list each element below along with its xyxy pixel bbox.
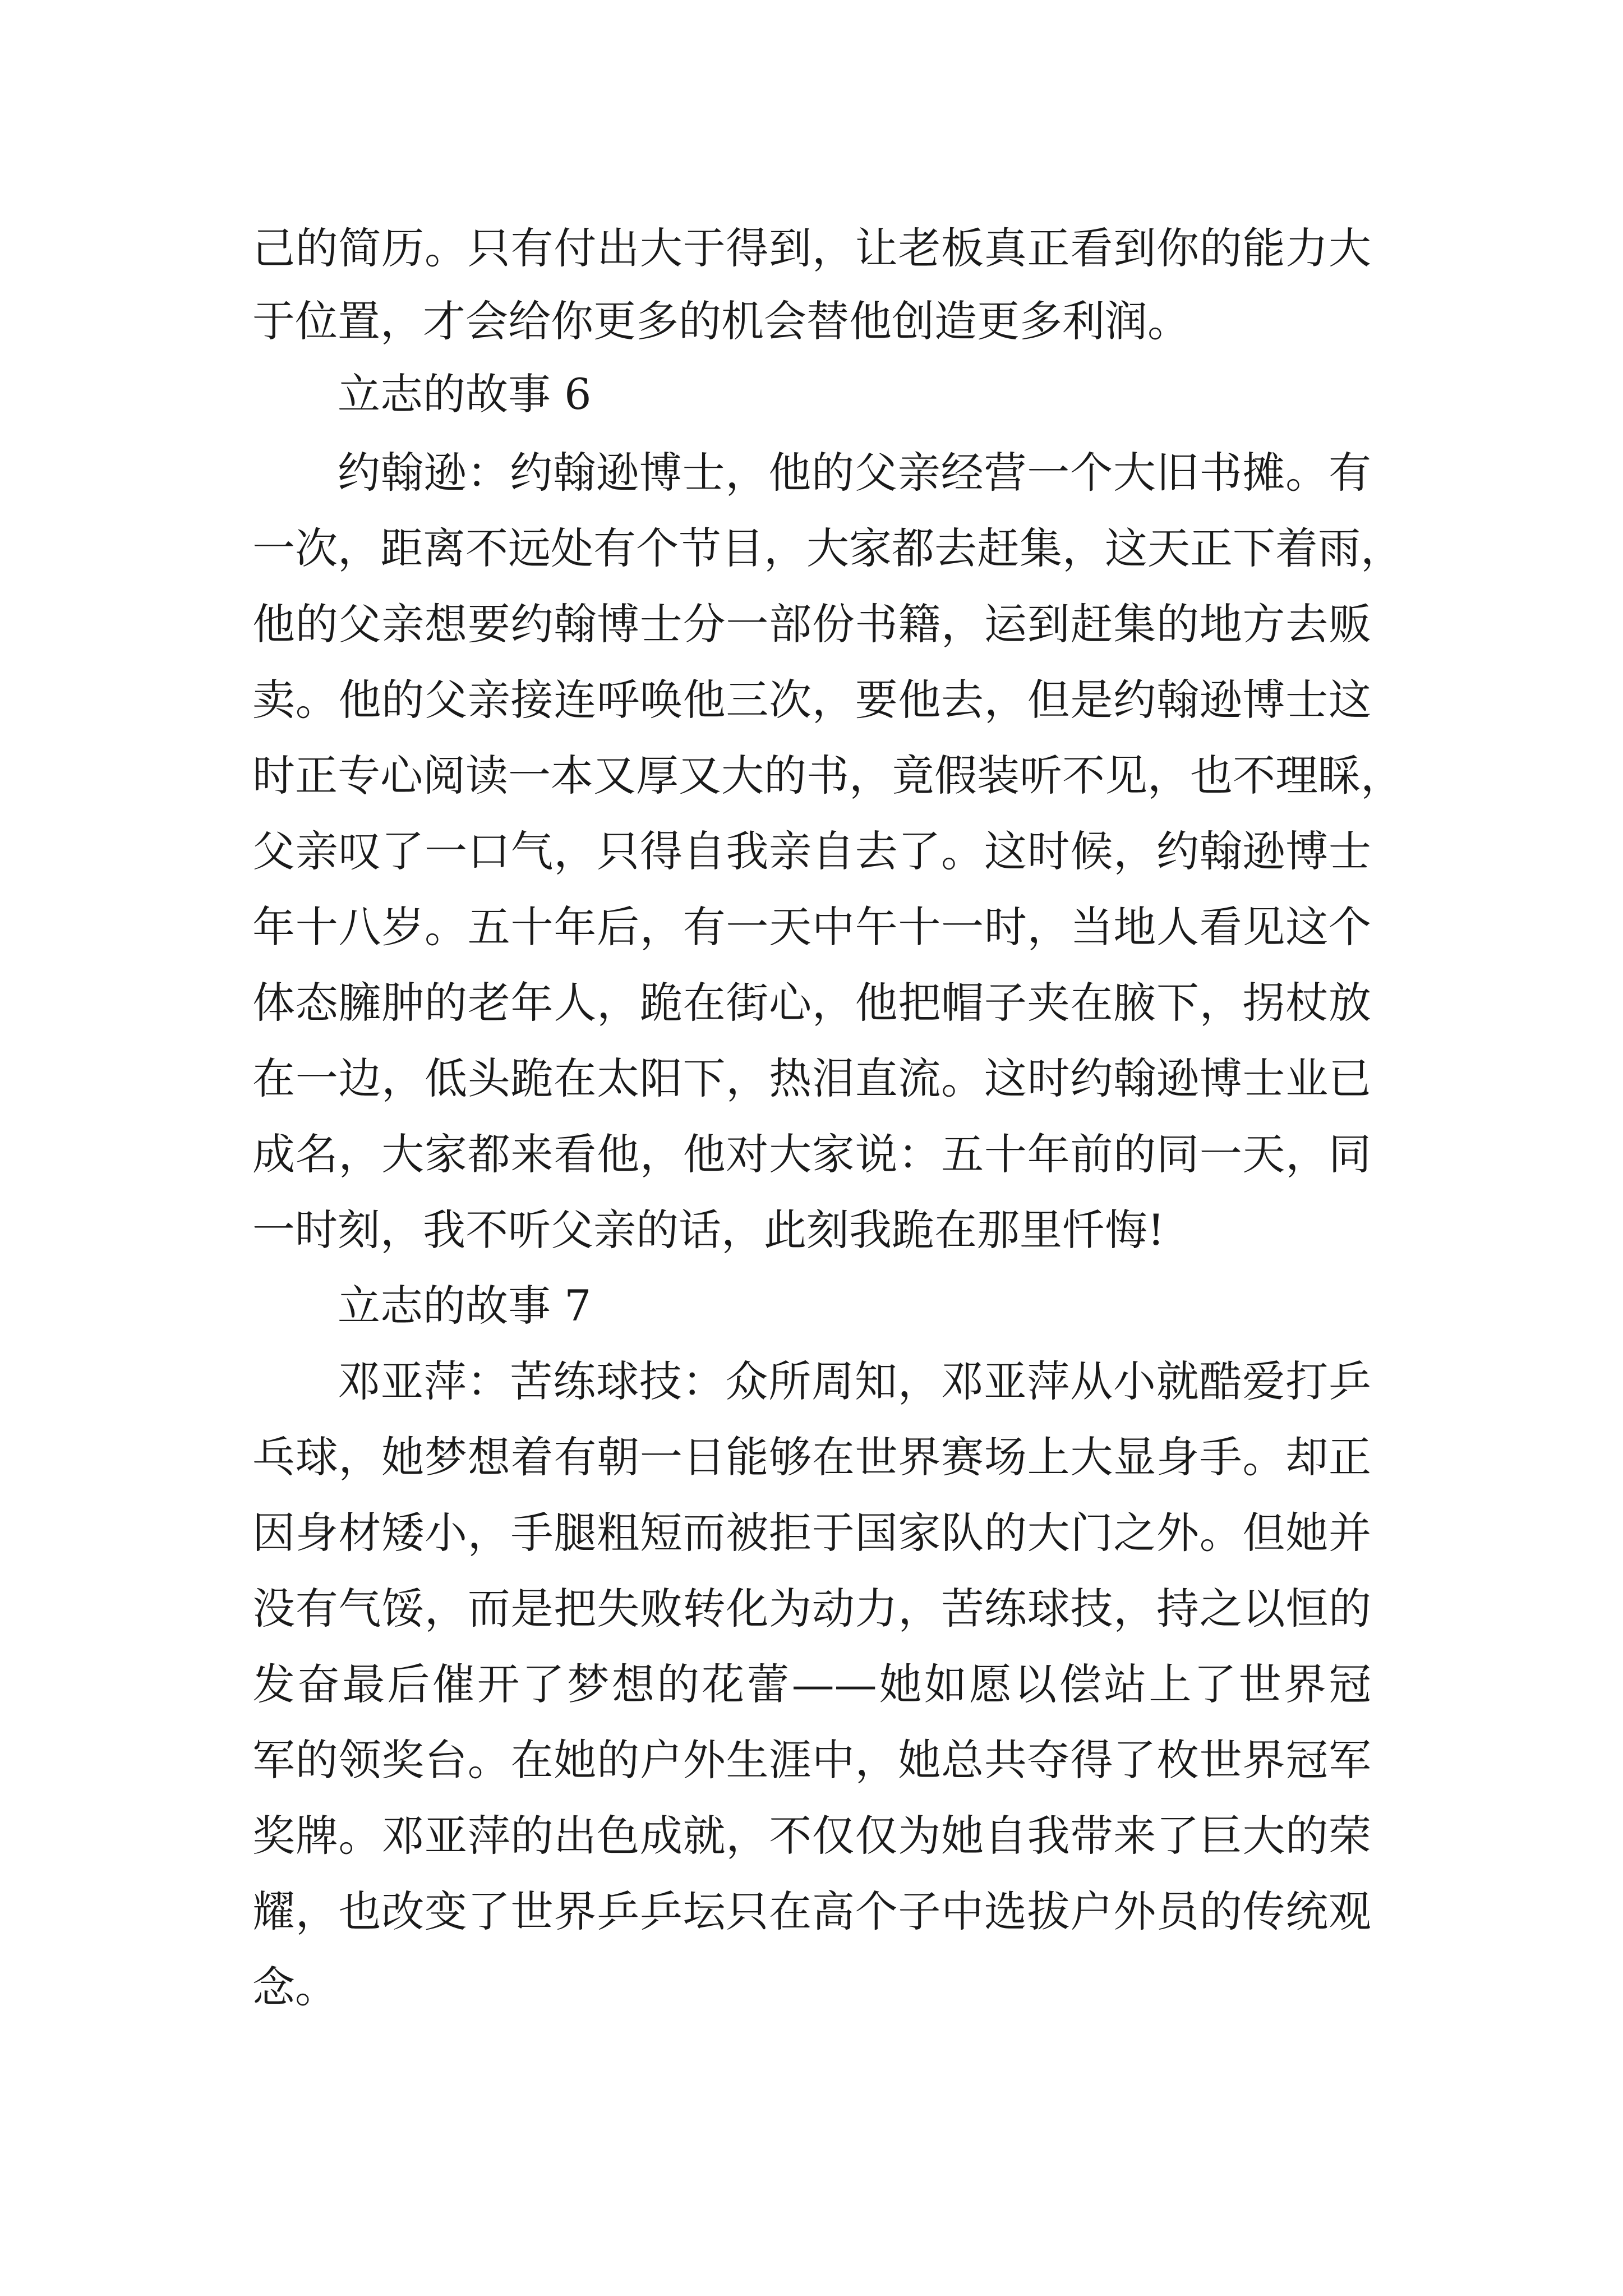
- text-line: 父亲叹了一口气，只得自我亲自去了。这时候，约翰逊博士: [252, 826, 1371, 876]
- text-line: 念。: [252, 1962, 338, 2012]
- text-line: 因身材矮小，手腿粗短而被拒于国家队的大门之外。但她并: [252, 1508, 1371, 1558]
- text-line: 耀，也改变了世界乒乒坛只在高个子中选拔户外员的传统观: [252, 1887, 1371, 1936]
- text-line: 成名，大家都来看他，他对大家说：五十年前的同一天，同: [252, 1129, 1371, 1179]
- text-line: 军的领奖台。在她的户外生涯中，她总共夺得了枚世界冠军: [252, 1735, 1371, 1785]
- text-line: 卖。他的父亲接连呼唤他三次，要他去，但是约翰逊博士这: [252, 675, 1371, 725]
- text-line: 于位置，才会给你更多的机会替他创造更多利润。: [252, 296, 1190, 346]
- text-line: 发奋最后催开了梦想的花蕾——她如愿以偿站上了世界冠: [252, 1659, 1371, 1709]
- text-line: 年十八岁。五十年后，有一天中午十一时，当地人看见这个: [252, 902, 1371, 952]
- text-line: 体态臃肿的老年人，跪在街心，他把帽子夹在腋下，拐杖放: [252, 978, 1371, 1028]
- text-line: 己的简历。只有付出大于得到，让老板真正看到你的能力大: [252, 223, 1371, 273]
- section-heading: 立志的故事 6: [338, 369, 592, 419]
- text-line: 约翰逊：约翰逊博士，他的父亲经营一个大旧书摊。有: [338, 448, 1371, 498]
- text-line: 时正专心阅读一本又厚又大的书，竟假装听不见，也不理睬，: [252, 751, 1403, 800]
- text-line: 一次，距离不远处有个节目，大家都去赶集，这天正下着雨，: [252, 523, 1403, 573]
- text-line: 邓亚萍：苦练球技：众所周知，邓亚萍从小就酷爱打乒: [338, 1356, 1371, 1406]
- text-line: 一时刻，我不听父亲的话，此刻我跪在那里忏悔!: [252, 1205, 1165, 1255]
- text-line: 他的父亲想要约翰博士分一部份书籍，运到赶集的地方去贩: [252, 599, 1371, 649]
- text-line: 乓球，她梦想着有朝一日能够在世界赛场上大显身手。却正: [252, 1432, 1371, 1482]
- section-heading: 立志的故事 7: [338, 1281, 592, 1331]
- text-line: 在一边，低头跪在太阳下，热泪直流。这时约翰逊博士业已: [252, 1053, 1371, 1103]
- text-line: 奖牌。邓亚萍的出色成就，不仅仅为她自我带来了巨大的荣: [252, 1811, 1371, 1861]
- text-line: 没有气馁，而是把失败转化为动力，苦练球技，持之以恒的: [252, 1584, 1371, 1634]
